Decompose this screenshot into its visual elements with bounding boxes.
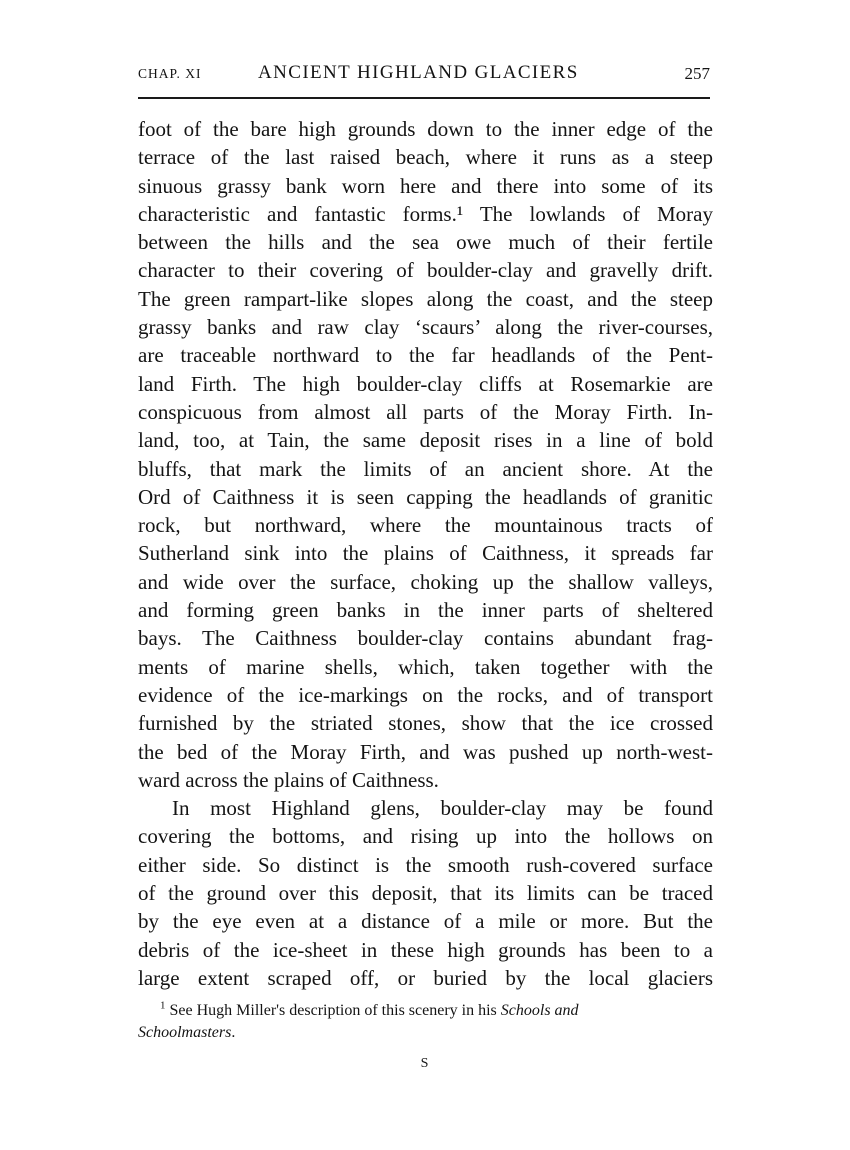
footnote-text: See Hugh Miller's description of this scenery in his	[169, 1002, 497, 1019]
text-line: either side. So distinct is the smooth rush-covered surface	[138, 852, 713, 877]
header-rule	[138, 97, 710, 99]
text-line: grassy banks and raw clay ‘scaurs’ along the river-courses,	[138, 315, 713, 340]
text-line: foot of the bare high grounds down to the inner edge of the	[138, 117, 713, 141]
text-line: land Firth. The high boulder-clay cliffs at Rosemarkie are	[138, 371, 713, 396]
chapter-title: ANCIENT HIGHLAND GLACIERS	[258, 62, 579, 83]
text-line: of the ground over this deposit, that its limits can be traced	[138, 881, 713, 906]
text-line: The green rampart-like slopes along the coast, and the steep	[138, 286, 713, 311]
text-line: conspicuous from almost all parts of the Moray Firth. In-	[138, 399, 713, 424]
text-line: sinuous grassy bank worn here and there into some of its	[138, 173, 713, 198]
text-line: Sutherland sink into the plains of Caithness, it spreads far	[138, 541, 713, 566]
text-line: are traceable northward to the far headlands of the Pent-	[138, 343, 713, 368]
text-line: and forming green banks in the inner parts of sheltered	[138, 598, 713, 623]
text-line: debris of the ice-sheet in these high grounds has been to a	[138, 937, 713, 962]
signature-mark: S	[420, 1056, 430, 1071]
text-line: rock, but northward, where the mountainous tracts of	[138, 513, 713, 538]
text-line: furnished by the striated stones, show that the ice crossed	[138, 711, 713, 736]
text-line: Ord of Caithness it is seen capping the headlands of granitic	[138, 484, 713, 509]
text-line: bays. The Caithness boulder-clay contains abundant frag-	[138, 626, 713, 651]
footnote-line	[138, 1022, 713, 1044]
text-line: In most Highland glens, boulder-clay may be found	[172, 796, 713, 821]
footnote-end: .	[231, 1024, 236, 1041]
text-line: between the hills and the sea owe much of their fertile	[138, 230, 713, 255]
text-line: the bed of the Moray Firth, and was pushed up north-west-	[138, 739, 713, 764]
footnote-line	[138, 1000, 713, 1022]
footnote-book-title-cont: Schoolmasters	[138, 1024, 232, 1041]
running-head	[138, 62, 710, 88]
page-number: 257	[684, 64, 710, 83]
footnote-mark: 1	[160, 999, 166, 1012]
chapter-label: CHAP. XI	[138, 66, 202, 81]
body-text	[138, 115, 713, 992]
text-line: bluffs, that mark the limits of an ancient shore. At the	[138, 456, 713, 481]
text-line: terrace of the last raised beach, where it runs as a steep	[138, 145, 713, 170]
text-line: and wide over the surface, choking up the shallow valleys,	[138, 569, 713, 594]
footnote-book-title: Schools and	[500, 1002, 579, 1019]
text-line: ward across the plains of Caithness.	[138, 767, 439, 792]
text-line: large extent scraped off, or buried by the local glaciers	[138, 965, 713, 990]
text-line: character to their covering of boulder-clay and gravelly drift.	[138, 258, 713, 283]
text-line: land, too, at Tain, the same deposit rises in a line of bold	[138, 428, 713, 453]
text-line: characteristic and fantastic forms.¹ The lowlands of Moray	[138, 201, 713, 226]
text-line: evidence of the ice-markings on the rocks, and of transport	[138, 682, 713, 707]
footnote	[138, 1000, 713, 1044]
text-line: covering the bottoms, and rising up into the hollows on	[138, 824, 713, 849]
text-line: ments of marine shells, which, taken together with the	[138, 654, 713, 679]
text-line: by the eye even at a distance of a mile or more. But the	[138, 909, 713, 934]
